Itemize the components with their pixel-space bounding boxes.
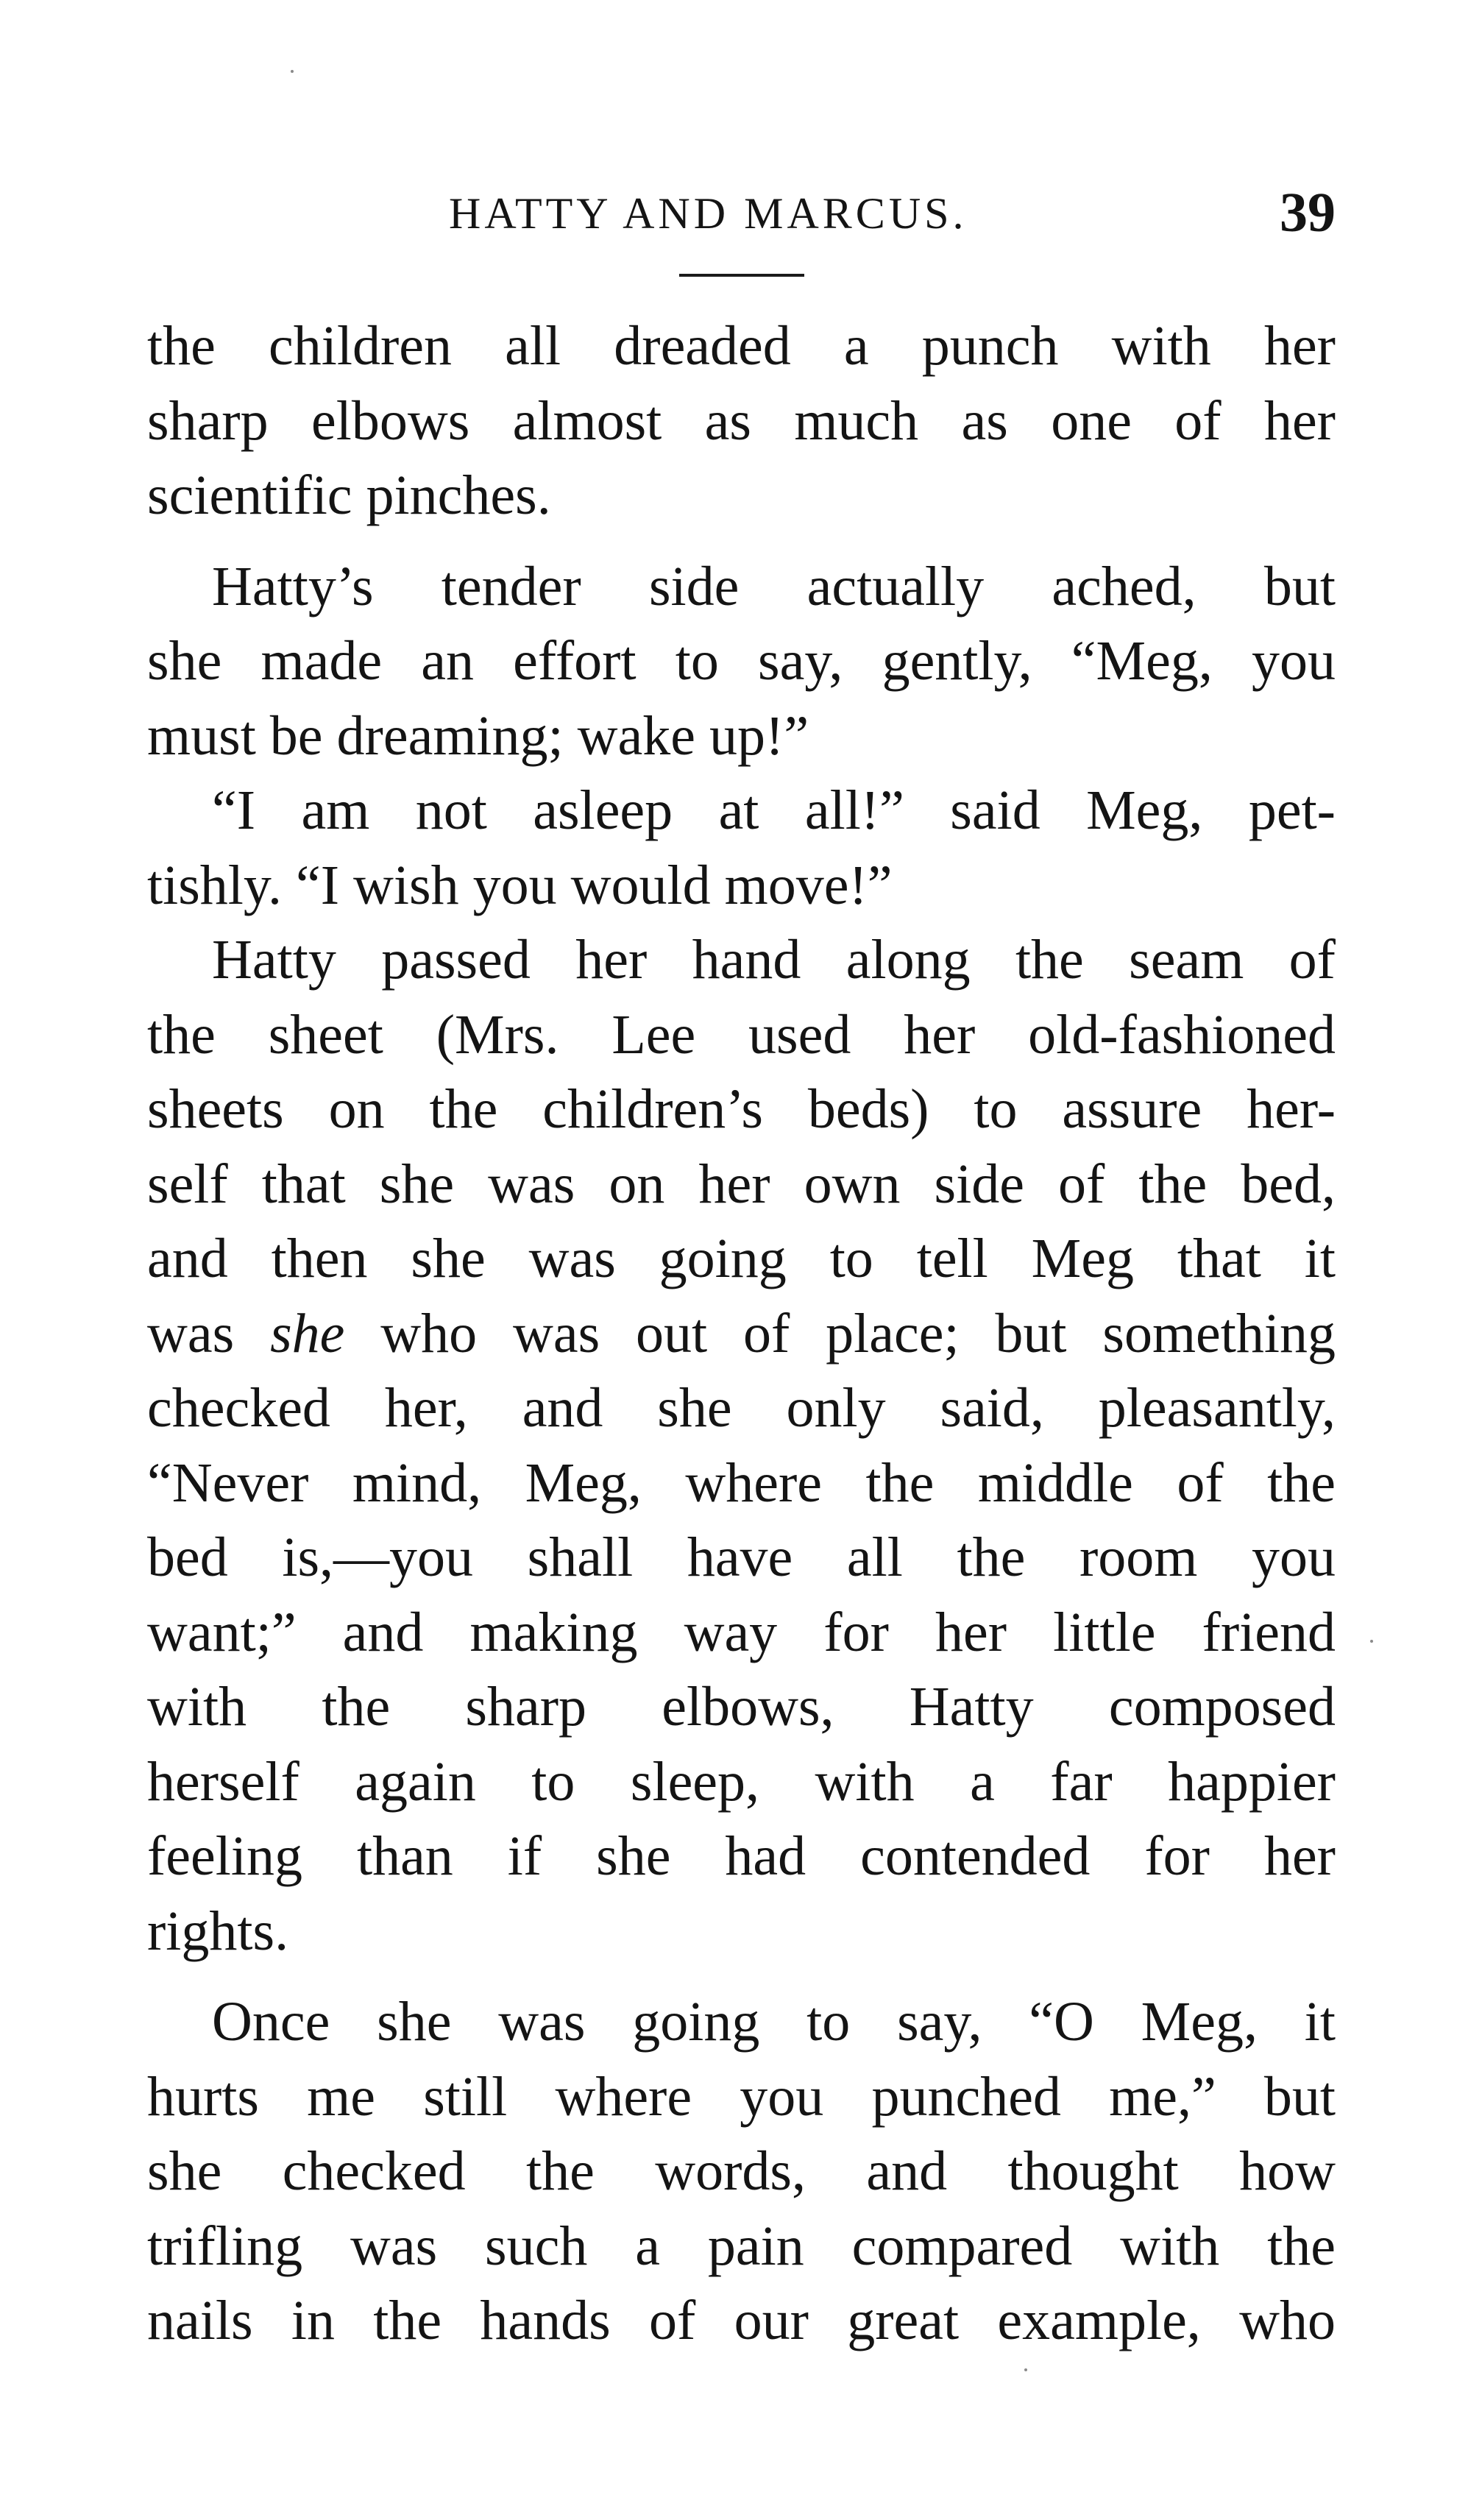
text-line: trifling was such a pain compared with the (147, 2215, 1336, 2277)
text-line: feeling than if she had contended for her (147, 1825, 1336, 1887)
text-line-with-emphasis (147, 1297, 1336, 1372)
text-line: nails in the hands of our great example, who (147, 2290, 1336, 2351)
paragraph-first-line: “I am not asleep at all!” said Meg, pet- (212, 779, 1336, 841)
text-line: self that she was on her own side of the bed, (147, 1153, 1336, 1215)
text-line: she made an effort to say, gently, “Meg, you (147, 630, 1336, 692)
page-number: 39 (1280, 182, 1336, 244)
paragraph-first-line: Hatty’s tender side actually ached, but (212, 555, 1336, 617)
text-line: “Never mind, Meg, where the middle of the (147, 1451, 1336, 1514)
page-header (147, 181, 1336, 247)
text-line: bed is,—you shall have all the room you (147, 1526, 1336, 1588)
text-line: must be dreaming; wake up!” (147, 704, 809, 767)
italic-word: she (270, 1302, 345, 1365)
text-line: she checked the words, and thought how (147, 2140, 1336, 2202)
text-line: sheets on the children’s beds) to assure her- (147, 1078, 1336, 1140)
paragraph-first-line: Hatty passed her hand along the seam of (212, 929, 1336, 991)
text-line: the sheet (Mrs. Lee used her old-fashioned (147, 1003, 1336, 1066)
text-line: rights. (147, 1900, 289, 1962)
text-line: scientific pinches. (147, 464, 551, 526)
line-prefix: was (147, 1302, 235, 1365)
text-line: sharp elbows almost as much as one of her (147, 389, 1336, 452)
text-line: with the sharp elbows, Hatty composed (147, 1676, 1336, 1738)
text-line: herself again to sleep, with a far happier (147, 1750, 1336, 1813)
text-line: and then she was going to tell Meg that it (147, 1228, 1336, 1289)
body-text (147, 309, 1336, 2359)
paragraph-first-line: Once she was going to say, “O Meg, it (212, 1991, 1336, 2053)
text-line: checked her, and she only said, pleasantly, (147, 1377, 1336, 1439)
text-line: tishly. “I wish you would move!” (147, 854, 893, 916)
header-rule (679, 274, 804, 277)
paper-speck (1370, 1640, 1373, 1643)
text-line: want;” and making way for her little friend (147, 1601, 1336, 1663)
text-line: the children all dreaded a punch with her (147, 315, 1336, 377)
paper-speck (291, 70, 294, 73)
line-rest: who was out of place; but something (380, 1302, 1336, 1365)
paper-speck (1024, 2368, 1027, 2371)
running-title: HATTY AND MARCUS. (449, 189, 968, 238)
text-line: hurts me still where you punched me,” but (147, 2065, 1336, 2128)
